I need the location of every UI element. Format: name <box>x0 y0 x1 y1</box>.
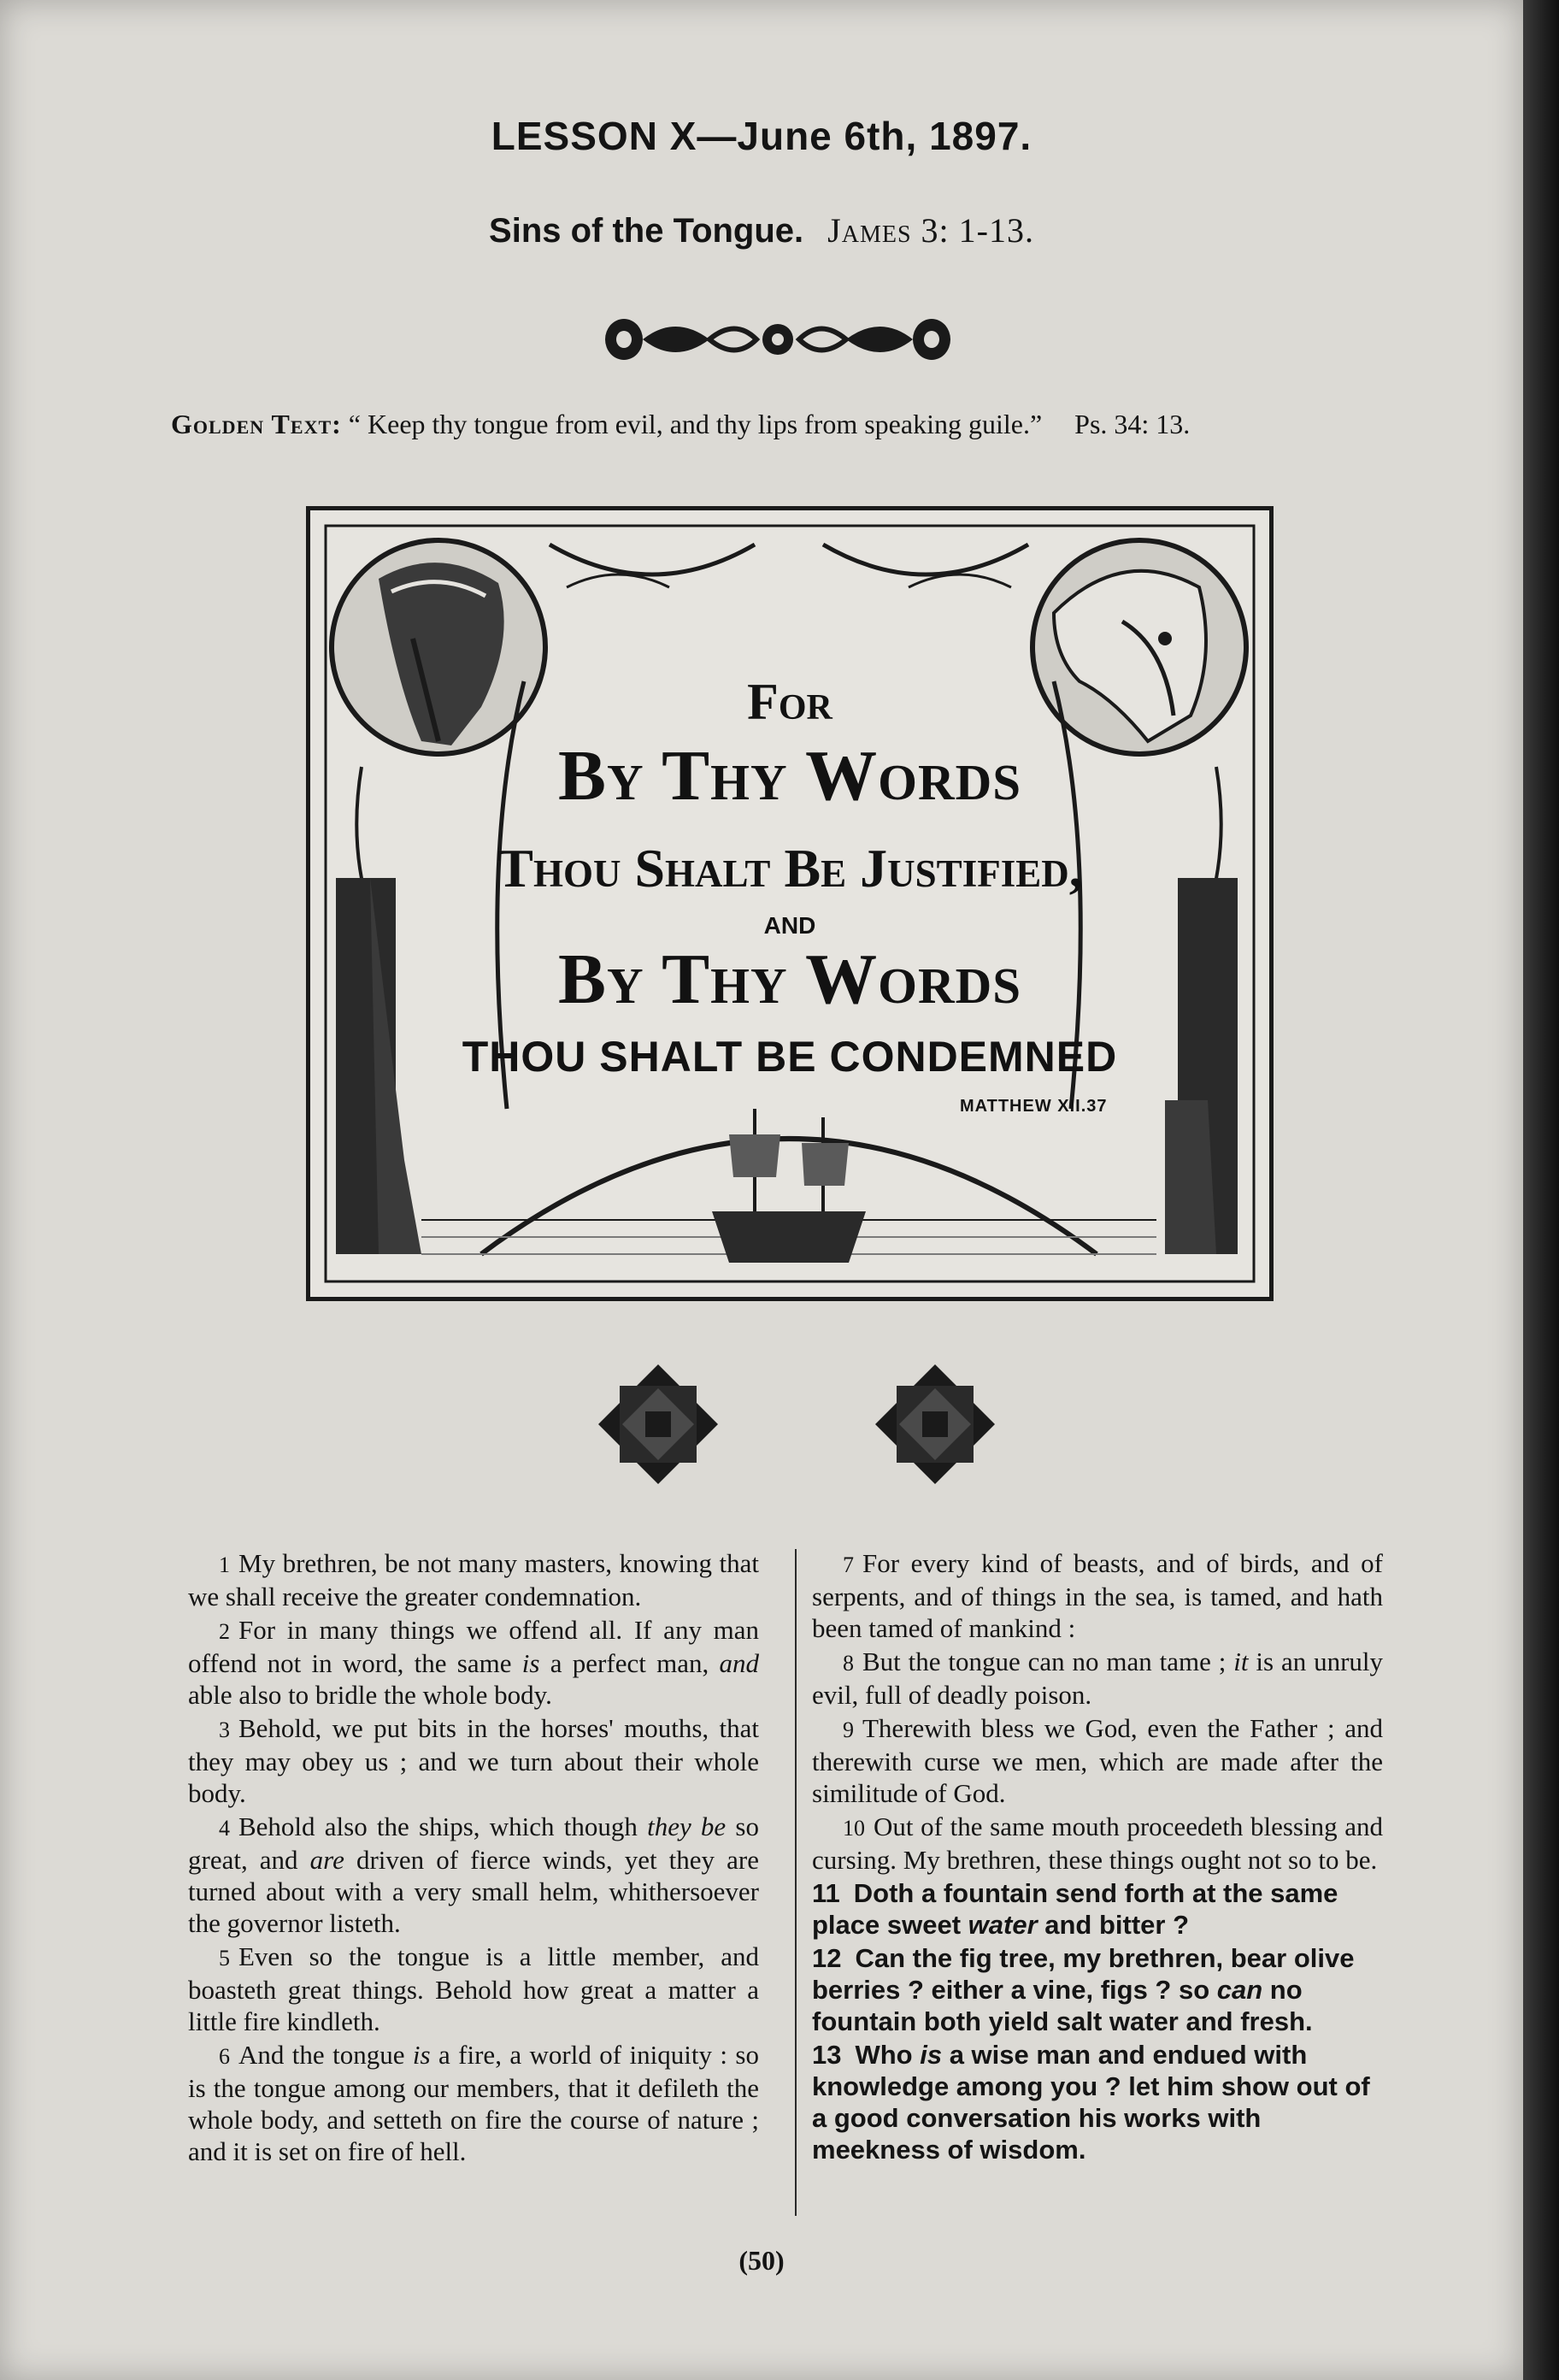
verse-italic-text: can <box>1216 1975 1263 2005</box>
verse-text: But the tongue can no man tame ; <box>862 1647 1234 1676</box>
verse-text: able also to bridle the whole body. <box>188 1680 552 1710</box>
verse-text: Doth a fountain send forth at the same place sweet <box>812 1878 1338 1940</box>
diamond-ornament-icon <box>875 1364 995 1484</box>
verse-number: 2 <box>219 1619 230 1644</box>
illustration-artwork <box>310 510 1269 1297</box>
verse-italic-text: is <box>412 2040 431 2070</box>
verse-number: 12 <box>812 1943 842 1973</box>
column-divider <box>795 1549 797 2216</box>
verse-number: 4 <box>219 1816 230 1841</box>
golden-text-reference: Ps. 34: 13. <box>1074 409 1191 439</box>
verse <box>188 2039 759 2167</box>
sailing-ship-icon <box>712 1109 866 1263</box>
verse-text: Can the fig tree, my brethren, bear olive berries ? either a vine, figs ? so <box>812 1943 1355 2005</box>
verse-text: Therewith bless we God, even the Father ; and therewith curse we men, which are made after the similitude of God. <box>812 1713 1383 1808</box>
verse-number: 6 <box>219 2044 230 2069</box>
motto-line-2: By Thy Words <box>557 736 1022 816</box>
page-number: (50) <box>738 2245 785 2276</box>
verse <box>188 1712 759 1809</box>
lesson-subtitle <box>0 210 1523 250</box>
verse-text: For in many things we offend all. If any man offend not in word, the same <box>188 1615 759 1678</box>
verse-number: 8 <box>843 1651 854 1676</box>
verse-text: so great, and <box>188 1812 759 1875</box>
motto-line-3: Thou Shalt Be Justified, <box>497 838 1083 898</box>
verse <box>812 1547 1383 1644</box>
verse-italic-text: they be <box>647 1812 727 1841</box>
verse-italic-text: and <box>719 1648 759 1678</box>
verse-text: My brethren, be not many masters, knowing that we shall receive the greater condemnation. <box>188 1548 759 1611</box>
verse-italic-text: is <box>521 1648 540 1678</box>
verse-number: 3 <box>219 1717 230 1742</box>
verse-number: 11 <box>812 1878 840 1908</box>
verse <box>812 1646 1383 1711</box>
verse-number: 7 <box>843 1552 854 1577</box>
page-edge <box>1523 0 1559 2380</box>
verse-text: no fountain both yield salt water and fresh. <box>812 1975 1313 2036</box>
verse-number: 13 <box>812 2040 842 2070</box>
verse-text: and bitter ? <box>1037 1910 1190 1940</box>
verse <box>812 1712 1383 1809</box>
golden-text <box>171 409 1419 440</box>
verse-text: driven of fierce winds, yet they are turned about with a very small helm, whithersoever the governor listeth. <box>188 1845 759 1938</box>
golden-text-quote: “ Keep thy tongue from evil, and thy lips from speaking guile.” <box>348 409 1043 439</box>
verse-number: 5 <box>219 1946 230 1971</box>
verse-text: And the tongue <box>238 2040 413 2070</box>
motto-line-4: AND <box>763 912 816 939</box>
verse-text: a wise man and endued with knowledge among you ? let him show out of a good conversation his works with meekness of wisdom. <box>812 2040 1370 2165</box>
verse-italic-text: are <box>309 1845 344 1875</box>
verses-left-column <box>188 1547 759 2169</box>
verse <box>188 1941 759 2037</box>
verse-text: Who <box>855 2040 921 2070</box>
motto-line-6: THOU SHALT BE CONDEMNED <box>462 1033 1118 1081</box>
scripture-reference: James 3: 1-13. <box>827 211 1034 250</box>
verse <box>812 1942 1383 2037</box>
lesson-title: LESSON X—June 6th, 1897. <box>491 114 1032 158</box>
verse <box>188 1547 759 1612</box>
verse-text: Behold, we put bits in the horses' mouths, that they may obey us ; and we turn about their whole body. <box>188 1713 759 1808</box>
verse-italic-text: water <box>968 1910 1038 1940</box>
verse-text: Out of the same mouth proceedeth blessing and cursing. My brethren, these things ought not so to be. <box>812 1812 1383 1875</box>
verse-italic-text: is <box>920 2040 943 2070</box>
verse-text: For every kind of beasts, and of birds, and of serpents, and of things in the sea, is tamed, and hath been tamed of mankind : <box>812 1548 1383 1643</box>
motto-reference: MATTHEW XII.37 <box>960 1097 1108 1116</box>
verse <box>812 2039 1383 2165</box>
motto-line-5: By Thy Words <box>557 940 1022 1019</box>
verse-text: Even so the tongue is a little member, and boasteth great things. Behold how great a matter a little fire kindleth. <box>188 1941 759 2036</box>
verse <box>188 1614 759 1711</box>
golden-text-label: Golden Text: <box>171 409 342 439</box>
verse <box>812 1877 1383 1941</box>
motto-line-1: For <box>747 674 832 730</box>
verse <box>812 1811 1383 1876</box>
engraved-illustration <box>306 506 1274 1301</box>
verse-italic-text: it <box>1233 1647 1249 1676</box>
verse-text: Behold also the ships, which though <box>238 1812 648 1841</box>
subtitle-main: Sins of the Tongue. <box>489 212 804 250</box>
verses-right-column <box>812 1547 1383 2167</box>
verse-text: a fire, a world of iniquity : so is the tongue among our members, that it defileth the whole body, and setteth on fire the course of nature ; and it is set on fire of hell. <box>188 2040 759 2166</box>
diamond-ornament-icon <box>598 1364 718 1484</box>
ornament-divider-icon <box>598 309 957 369</box>
verse-number: 10 <box>843 1816 865 1841</box>
verse-number: 9 <box>843 1717 854 1742</box>
verse-number: 1 <box>219 1552 230 1577</box>
verse-text: a perfect man, <box>539 1648 720 1678</box>
verse-text: is an unruly evil, full of deadly poison. <box>812 1647 1384 1710</box>
verse <box>188 1811 759 1939</box>
